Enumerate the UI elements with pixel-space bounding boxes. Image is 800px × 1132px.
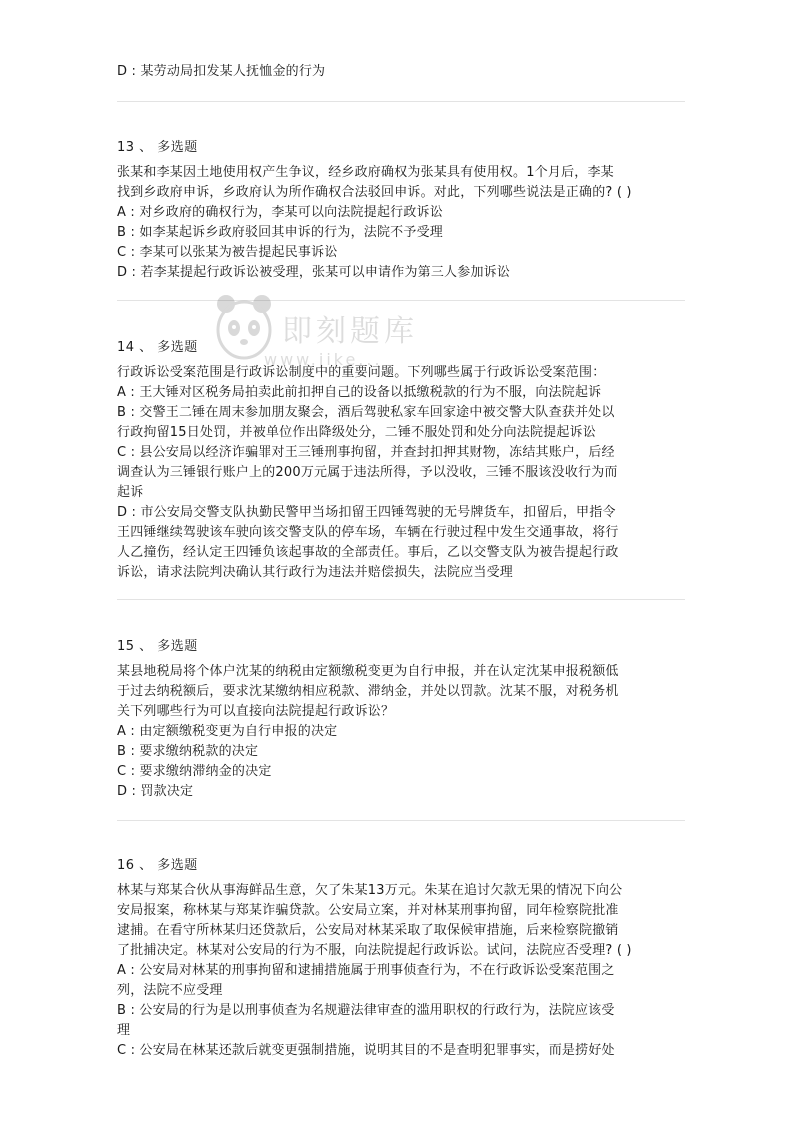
q15-line: 某县地税局将个体户沈某的纳税由定额缴税变更为自行申报，并在认定沈某申报税额低 bbox=[117, 664, 619, 679]
q14-line: 诉讼，请求法院判决确认其行政行为违法并赔偿损失，法院应当受理 bbox=[117, 565, 514, 580]
question-divider bbox=[117, 101, 685, 102]
question-divider bbox=[117, 300, 685, 301]
q16-option-b: B : 公安局的行为是以刑事侦查为名规避法律审查的滥用职权的行政行为，法院应该受 bbox=[117, 1003, 615, 1018]
q14-option-a: A : 王大锤对区税务局拍卖此前扣押自己的设备以抵缴税款的行为不服，向法院起诉 bbox=[117, 385, 602, 400]
q12-option-d: D : 某劳动局扣发某人抚恤金的行为 bbox=[117, 64, 326, 79]
q13-option-a: A : 对乡政府的确权行为，李某可以向法院提起行政诉讼 bbox=[117, 205, 443, 220]
q16-line: 理 bbox=[117, 1023, 131, 1038]
q14-option-d: D : 市公安局交警支队执勤民警甲当场扣留王四锤驾驶的无号牌货车，扣留后，甲指令 bbox=[117, 505, 616, 520]
q14-option-b: B : 交警王二锤在周末参加朋友聚会，酒后驾驶私家车回家途中被交警大队查获并处以 bbox=[117, 405, 615, 420]
q13-option-b: B : 如李某起诉乡政府驳回其申诉的行为，法院不予受理 bbox=[117, 225, 443, 240]
q15-line: 关下列哪些行为可以直接向法院提起行政诉讼？ bbox=[117, 704, 395, 719]
q13-stem-line: 找到乡政府申诉，乡政府认为所作确权合法驳回申诉。对此，下列哪些说法是正确的? ( ) bbox=[117, 185, 632, 200]
q15-option-c: C : 要求缴纳滞纳金的决定 bbox=[117, 764, 272, 779]
q15-option-d: D : 罚款决定 bbox=[117, 784, 194, 799]
q15-option-b: B : 要求缴纳税款的决定 bbox=[117, 744, 259, 759]
q14-header: 14 、 多选题 bbox=[117, 340, 198, 355]
q15-line: 于过去纳税额后，要求沈某缴纳相应税款、滞纳金，并处以罚款。沈某不服，对税务机 bbox=[117, 684, 619, 699]
q14-line: 起诉 bbox=[117, 485, 144, 500]
q13-option-d: D : 若李某提起行政诉讼被受理，张某可以申请作为第三人参加诉讼 bbox=[117, 265, 511, 280]
watermark-brand: 即刻题库 bbox=[282, 314, 418, 349]
q14-line: 王四锤继续驾驶该车驶向该交警支队的停车场，车辆在行驶过程中发生交通事故，将行 bbox=[117, 525, 619, 540]
question-divider bbox=[117, 820, 685, 821]
q16-line: 了批捕决定。林某对公安局的行为不服，向法院提起行政诉讼。试问，法院应否受理? ( ) bbox=[117, 943, 632, 958]
q16-option-a: A : 公安局对林某的刑事拘留和逮捕措施属于刑事侦查行为，不在行政诉讼受案范围之 bbox=[117, 963, 615, 978]
q16-line: 安局报案，称林某与郑某诈骗贷款。公安局立案，并对林某刑事拘留，同年检察院批准 bbox=[117, 903, 619, 918]
q16-line: 列，法院不应受理 bbox=[117, 983, 223, 998]
q16-option-c: C : 公安局在林某还款后就变更强制措施，说明其目的不是查明犯罪事实，而是捞好处 bbox=[117, 1043, 615, 1058]
q14-option-c: C : 县公安局以经济诈骗罪对王三锤刑事拘留，并查封扣押其财物，冻结其账户，后经 bbox=[117, 445, 615, 460]
q13-header: 13 、 多选题 bbox=[117, 140, 198, 155]
q15-header: 15 、 多选题 bbox=[117, 639, 198, 654]
q14-line: 调查认为三锤银行账户上的200万元属于违法所得，予以没收，三锤不服该没收行为而 bbox=[117, 465, 618, 480]
question-divider bbox=[117, 599, 685, 600]
q16-header: 16 、 多选题 bbox=[117, 858, 198, 873]
q15-option-a: A : 由定额缴税变更为自行申报的决定 bbox=[117, 724, 338, 739]
q13-stem-line: 张某和李某因土地使用权产生争议，经乡政府确权为张某具有使用权。1个月后，李某 bbox=[117, 165, 614, 180]
q16-line: 林某与郑某合伙从事海鲜品生意，欠了朱某13万元。朱某在追讨欠款无果的情况下向公 bbox=[117, 883, 623, 898]
q13-option-c: C : 李某可以张某为被告提起民事诉讼 bbox=[117, 245, 338, 260]
q14-line: 人乙撞伤，经认定王四锤负该起事故的全部责任。事后，乙以交警支队为被告提起行政 bbox=[117, 545, 619, 560]
q14-line: 行政拘留15日处罚，并被单位作出降级处分，二锤不服处罚和处分向法院提起诉讼 bbox=[117, 425, 596, 440]
watermark-url: www.jike... bbox=[264, 350, 383, 369]
q16-line: 逮捕。在看守所林某归还贷款后，公安局对林某采取了取保候审措施，后来检察院撤销 bbox=[117, 923, 619, 938]
q14-line: 行政诉讼受案范围是行政诉讼制度中的重要问题。下列哪些属于行政诉讼受案范围： bbox=[117, 365, 606, 380]
